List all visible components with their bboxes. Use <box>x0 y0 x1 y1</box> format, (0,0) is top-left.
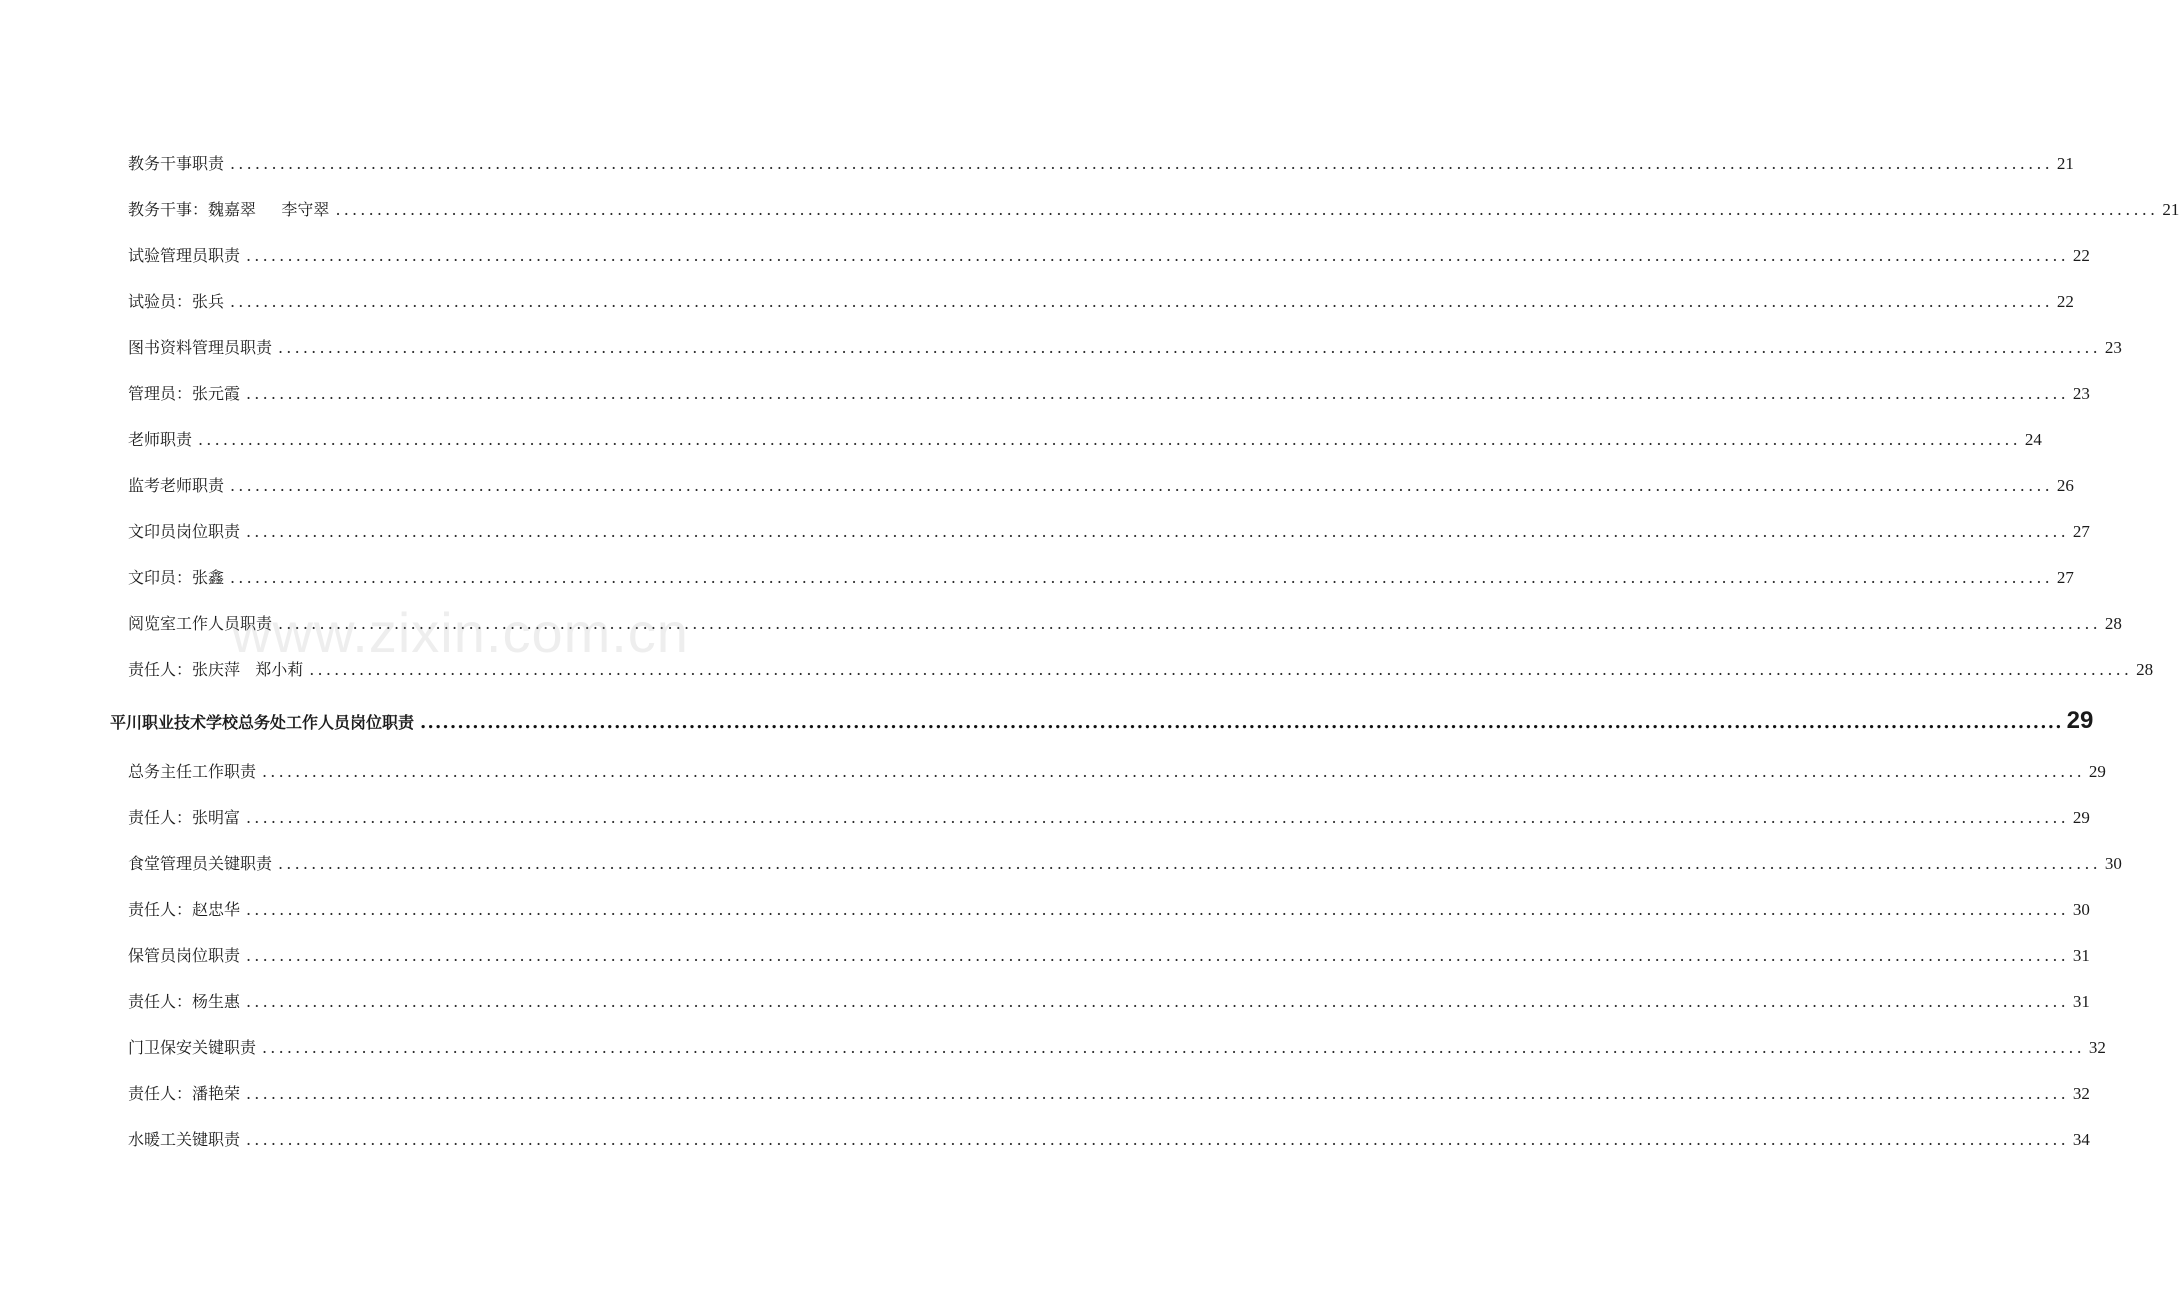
toc-dot-leader: ............................................................................................................................................................................................................................ <box>230 476 2053 495</box>
toc-entry-label: 保管员岗位职责 <box>128 946 241 965</box>
toc-dot-leader: ............................................................................................................................................................................................................................ <box>262 1038 2085 1057</box>
toc-entry[interactable] <box>128 291 2074 313</box>
toc-dot-leader: ............................................................................................................................................................................................................................ <box>246 900 2069 919</box>
toc-entry-label: 图书资料管理员职责 <box>128 338 273 357</box>
toc-page-number: 34 <box>2072 1130 2090 1149</box>
toc-page-number: 26 <box>2056 476 2074 495</box>
toc-dot-leader: ............................................................................................................................................................................................................................ <box>335 200 2159 219</box>
toc-entry[interactable] <box>128 475 2074 497</box>
toc-page-number: 27 <box>2072 522 2090 541</box>
toc-entry-label: 责任人：潘艳荣 <box>128 1084 241 1103</box>
toc-page-number: 29 <box>2066 707 2094 734</box>
toc-dot-leader: ............................................................................................................................................................................................................................ <box>278 854 2101 873</box>
toc-dot-leader: ............................................................................................................................................................................................................................ <box>262 762 2085 781</box>
toc-entry-label: 责任人：张庆萍 郑小莉 <box>128 660 304 679</box>
toc-entry[interactable] <box>128 383 2090 405</box>
toc-page-number: 23 <box>2104 338 2122 357</box>
toc-page-number: 30 <box>2072 900 2090 919</box>
toc-entry-label: 试验管理员职责 <box>128 246 241 265</box>
toc-page-number: 31 <box>2072 992 2090 1011</box>
toc-section-heading[interactable] <box>110 706 2094 738</box>
toc-entry-label: 总务主任工作职责 <box>128 762 257 781</box>
toc-page-number: 32 <box>2088 1038 2106 1057</box>
toc-dot-leader: ............................................................................................................................................................................................................................ <box>246 946 2069 965</box>
toc-page-number: 28 <box>2104 614 2122 633</box>
toc-entry-label: 责任人：赵忠华 <box>128 900 241 919</box>
toc-entry[interactable] <box>128 199 2179 221</box>
toc-entry[interactable] <box>128 337 2122 359</box>
toc-entry[interactable] <box>128 659 2154 681</box>
toc-dot-leader: ............................................................................................................................................................................................................................ <box>230 292 2053 311</box>
toc-entry-label: 老师职责 <box>128 430 193 449</box>
toc-page-number: 30 <box>2104 854 2122 873</box>
watermark: www.zixin.com.cn <box>231 601 689 664</box>
toc-dot-leader: ............................................................................................................................................................................................................................ <box>278 614 2101 633</box>
toc-dot-leader: ............................................................................................................................................................................................................................ <box>309 660 2133 679</box>
toc-entry-label: 教务干事：魏嘉翠 李守翠 <box>128 200 330 219</box>
toc-dot-leader: ............................................................................................................................................................................................................................ <box>246 808 2069 827</box>
toc-entry[interactable] <box>128 991 2090 1013</box>
toc-dot-leader: ............................................................................................................................................................................................................................ <box>246 1084 2069 1103</box>
toc-dot-leader: ............................................................................................................................................................................................................................ <box>246 246 2069 265</box>
toc-dot-leader: ............................................................................................................................................................................................................................ <box>246 384 2069 403</box>
toc-dot-leader: ............................................................................................................................................................................................................................ <box>278 338 2101 357</box>
toc-page-number: 29 <box>2088 762 2106 781</box>
toc-entry-label: 门卫保安关键职责 <box>128 1038 257 1057</box>
toc-entry[interactable] <box>128 853 2122 875</box>
toc-entry[interactable] <box>128 1083 2090 1105</box>
toc-page-number: 27 <box>2056 568 2074 587</box>
toc-entry[interactable] <box>128 567 2074 589</box>
toc-entry-label: 阅览室工作人员职责 <box>128 614 273 633</box>
toc-page-number: 22 <box>2072 246 2090 265</box>
toc-entry-label: 试验员：张兵 <box>128 292 225 311</box>
toc-dot-leader: ............................................................................................................................................................................................................................ <box>246 992 2069 1011</box>
toc-dot-leader: ............................................................................................................................................................................................................................ <box>198 430 2021 449</box>
toc-entry-label: 教务干事职责 <box>128 154 225 173</box>
toc-entry[interactable] <box>128 945 2090 967</box>
toc-entry-label: 水暖工关键职责 <box>128 1130 241 1149</box>
toc-page-number: 21 <box>2162 200 2179 219</box>
toc-dot-leader: ............................................................................................................................................................................................................................ <box>230 154 2053 173</box>
toc-entry-label: 责任人：杨生惠 <box>128 992 241 1011</box>
toc-page-number: 23 <box>2072 384 2090 403</box>
toc-entry[interactable] <box>128 153 2074 175</box>
toc-page-number: 32 <box>2072 1084 2090 1103</box>
toc-entry[interactable] <box>128 1037 2106 1059</box>
toc-entry[interactable] <box>128 899 2090 921</box>
toc-dot-leader: ............................................................................................................................................................................................................................ <box>246 522 2069 541</box>
toc-entry-label: 管理员：张元霞 <box>128 384 241 403</box>
toc-entry[interactable] <box>128 1129 2090 1151</box>
toc-entry-label: 文印员岗位职责 <box>128 522 241 541</box>
toc-entry[interactable] <box>128 245 2090 267</box>
toc-entry-label: 监考老师职责 <box>128 476 225 495</box>
toc-page-number: 21 <box>2056 154 2074 173</box>
toc-entry-label: 文印员：张鑫 <box>128 568 225 587</box>
toc-entry[interactable] <box>128 613 2122 635</box>
toc-entry[interactable] <box>128 429 2042 451</box>
toc-dot-leader: ............................................................................................................................................................................................................................ <box>246 1130 2069 1149</box>
toc-entry-label: 责任人：张明富 <box>128 808 241 827</box>
toc-page-number: 28 <box>2136 660 2154 679</box>
toc-entry[interactable] <box>128 807 2090 829</box>
toc-page-number: 22 <box>2056 292 2074 311</box>
toc-dot-leader: ............................................................................................................................................................................................................................ <box>230 568 2053 587</box>
toc-entry-label: 平川职业技术学校总务处工作人员岗位职责 <box>110 713 415 732</box>
toc-dot-leader: ............................................................................................................................................................................................................................ <box>420 712 2063 733</box>
toc-page-number: 29 <box>2072 808 2090 827</box>
toc-entry[interactable] <box>128 521 2090 543</box>
toc-page-number: 31 <box>2072 946 2090 965</box>
toc-entry-label: 食堂管理员关键职责 <box>128 854 273 873</box>
toc-entry[interactable] <box>128 761 2106 783</box>
toc-page-number: 24 <box>2024 430 2042 449</box>
